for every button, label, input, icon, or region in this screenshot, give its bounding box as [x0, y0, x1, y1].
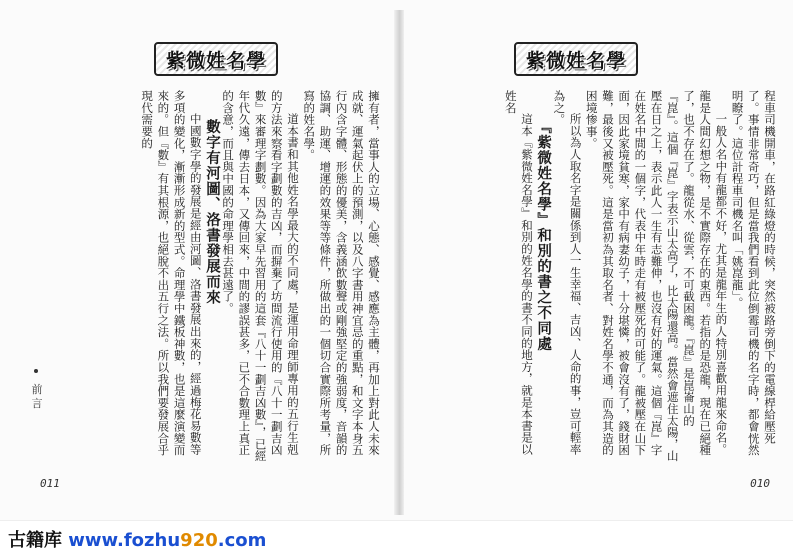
site-url-suffix: .com — [217, 530, 267, 551]
right-page — [404, 0, 784, 520]
section-heading: 『紫微姓名學』和別的書之不同處 — [535, 119, 553, 352]
paragraph: 道本書和其他姓名學最大的不同處，是運用命理師專用的五行生剋的方法來察看字劃數的吉凶，而摒棄了坊間流行使用的『八十一劃吉凶數』來審理字劃數。因為大家早先習用的這套『八十一劃吉凶數』，已經年代久遠，傳去日本，又傳回來，中間的謬誤甚多，已不合數理上真正的含意，而且與中國的命理學相去甚遠了。 — [221, 90, 300, 462]
paragraph: 這本『紫微姓名學』和別的姓名學的書不同的地方，就是本書是以姓名 — [503, 90, 534, 456]
page-number: 010 — [750, 477, 770, 490]
paragraph: 擁有者，當事人的立場、心態、感覺、感應為主體，再加上對此人未來成就、運氣起伏上的預測，以及八字書用神宜忌的重點，和文字本身五行內含字體、形態的優美，含義涵飲數聲或剛強堅定的強弱度，音韻的協調、助運、增運的效果等等條件，所做出的一個切合實際所考量，所寫的姓名學。 — [302, 90, 381, 456]
site-url-prefix: www.fozhu — [68, 530, 181, 551]
paragraph: 所以為人取名字是關係到人一生幸福、吉凶、人命的事，豈可輕率為之。 — [552, 90, 583, 456]
watermark-footer — [0, 520, 793, 555]
paragraph: 程車司機開車，在路紅綠燈的時候，突然被路旁倒下的電線桿給壓死了。事情非常奇巧，但是當我們看到此位倒霉司機的名字時，都會恍然明瞭了。這位計程車司機名叫「姚崑龍」。 — [730, 90, 777, 456]
left-page — [12, 0, 392, 520]
site-watermark[interactable] — [8, 526, 266, 552]
book-title-logo: 紫微姓名學 — [514, 42, 638, 76]
paragraph: 中國數字學的發展是經由河圖、洛書發展出來的，經過梅花易數等多項的變化，漸漸形成新的型式。命理學中鐵板神數，也是這麼演變而來的。但『數』有其根源，也絕脫不出五行之法。所以我們要發展合乎現代需要的 — [140, 90, 203, 456]
book-title-logo: 紫微姓名學 — [154, 42, 278, 76]
bullet-icon — [34, 369, 38, 373]
page-number: 011 — [40, 477, 60, 490]
chapter-side-note — [28, 365, 44, 412]
site-name: 古籍库 — [8, 530, 62, 551]
right-page-text — [410, 90, 778, 465]
section-heading: 數字有河圖、洛書發展而來 — [203, 119, 221, 305]
book-spine — [394, 10, 404, 515]
paragraph: 一般人名中有龍都不好，尤其是龍年生的人特別喜歡用龍來命名。龍是人間幻想之物，是不實際存在的東西。若指的是恐龍，現在已絕種了，也不存在了。龍從水、從雲，不可截困龍。『崑』是崑崙山的『崑』。這個『崑』字表示山太高了，比太陽還高。當然會遮住太陽，山壓在日之上，表示此人一生有志難伸，也沒有好的運氣。這個『崑』字在姓名中間的一個字，代表中年時走有被壓死的可能了。龍被壓在山下面，因此家境貧寒，家中有病妻幼子，十分堪憐，被會沒有了，錢財困難，最後又被壓死。這是當初為其取名者、對姓名學不通，而為其造的困境惨事。 — [584, 90, 729, 462]
chapter-label: 前言 — [30, 383, 43, 412]
site-url-number: 920 — [180, 530, 218, 551]
left-page-text — [10, 90, 382, 465]
